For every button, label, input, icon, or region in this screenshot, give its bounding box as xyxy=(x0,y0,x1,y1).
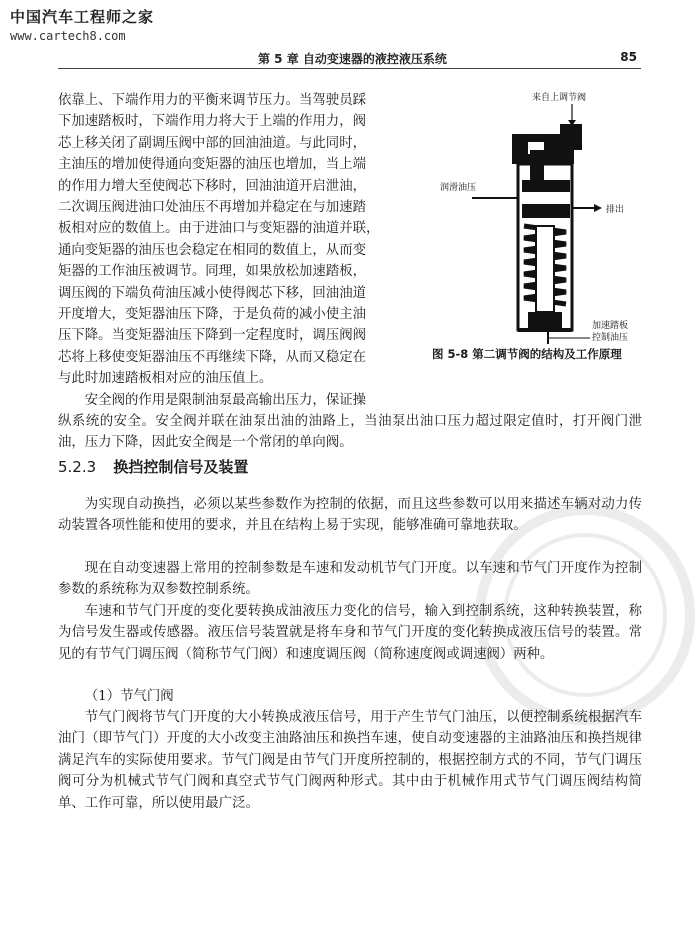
sub-heading-throttle-valve: （1）节气门阀 xyxy=(84,689,174,704)
paragraph-1 xyxy=(58,90,412,390)
label-pedal-2: 控制油压 xyxy=(592,333,629,343)
section-heading xyxy=(58,456,248,477)
text-line: 芯上移关闭了副调压阀中部的回油油道。与此同时， xyxy=(58,135,366,151)
spring-guide xyxy=(536,226,554,312)
text-line: 下加速踏板时，下端作用力将大于上端的作用力，阀 xyxy=(58,114,366,130)
paragraph-5: 车速和节气门开度的变化要转换成油液压力变化的信号，输入到控制系统，这种转换装置，称为信号发生器或传感器。液压信号装置就是将车身和节气门开度的变化转换成液压信号的装置。常见的有节气门调压阀（简称节气门阀）和速度调压阀（简称速度阀或调速阀）两种。 xyxy=(58,604,642,662)
text-line: 矩器的工作油压被调节。同理，如果放松加速踏板， xyxy=(58,264,366,280)
text-line: 芯将上移使变矩器油压不再继续下降，从而又稳定在 xyxy=(58,349,366,365)
paragraph-4: 现在自动变速器上常用的控制参数是车速和发动机节气门开度。以车速和节气门开度作为控制参数的系统称为双参数控制系统。 xyxy=(58,561,642,598)
figure-caption: 图 5-8 第二调节阀的结构及工作原理 xyxy=(432,347,622,361)
label-exhaust: 排出 xyxy=(606,205,625,215)
running-head: 第 5 章 自动变速器的液控液压系统 xyxy=(258,52,447,66)
text-line: 通向变矩器的油压也会稳定在相同的数值上，从而变 xyxy=(58,242,366,258)
paragraph-6: 节气门阀将节气门开度的大小转换成液压信号，用于产生节气门油压，以便控制系统根据汽车油门（即节气门）开度的大小改变主油路油压和换挡车速，使自动变速器的主油路油压和换挡规律满足汽车的实际使用要求。节气门阀是由节气门开度所控制的，根据控制方式的不同，节气门调压阀可分为机械式节气门阀和真空式节气门阀两种形式。其中由于机械作用式节气门调压阀结构简单、工作可靠，所以使用最广泛。 xyxy=(58,710,642,811)
paragraph-3: 为实现自动换挡，必须以某些参数作为控制的依据，而且这些参数可以用来描述车辆对动力传动装置各项性能和使用的要求，并且在结构上易于实现，能够准确可靠地获取。 xyxy=(58,497,642,534)
text-line: 主油压的增加使得通向变矩器的油压也增加，当上端 xyxy=(58,157,366,173)
header-rule xyxy=(58,68,641,69)
text-line: 依靠上、下端作用力的平衡来调节压力。当驾驶员踩 xyxy=(58,93,366,108)
figure-5-8 xyxy=(432,86,642,348)
site-url: www.cartech8.com xyxy=(10,29,126,43)
text-line: 二次调压阀进油口处油压不再增加并稳定在与加速踏 xyxy=(58,200,366,216)
label-lube-pressure: 润滑油压 xyxy=(440,183,477,193)
text-line: 与此时加速踏板相对应的油压值上。 xyxy=(58,371,273,387)
exhaust-arrowhead xyxy=(594,204,602,212)
text-line: 的作用力增大至使阀芯下移时，回油油道开启泄油， xyxy=(58,178,366,194)
section-number: 5.2.3 xyxy=(58,458,97,476)
valve-diagram xyxy=(432,86,642,348)
label-pedal-1: 加速踏板 xyxy=(592,321,629,331)
text-line: 调压阀的下端负荷油压减小使得阀芯下移，回油油道 xyxy=(58,285,366,301)
spool-land-1 xyxy=(522,180,570,192)
page-number: 85 xyxy=(620,50,637,64)
text-line: 压下降。当变矩器油压下降到一定程度时，调压阀阀 xyxy=(58,328,366,344)
spool-stem xyxy=(530,150,544,180)
bottom-plug xyxy=(528,312,562,328)
paragraph-2-first: 安全阀的作用是限制油泵最高输出压力，保证操 xyxy=(84,393,366,408)
spool-land-2 xyxy=(522,204,570,218)
text-line: 开度增大，变矩器油压下降，于是负荷的减小使主油 xyxy=(58,307,366,323)
section-title: 换挡控制信号及装置 xyxy=(113,458,249,476)
label-from-upper-valve: 来自上调节阀 xyxy=(532,93,587,103)
site-logo-text: 中国汽车工程师之家 xyxy=(10,8,155,26)
watermark-stamp xyxy=(470,500,699,730)
text-line: 板相对应的数值上。由于进油口与变矩器的油道并联， xyxy=(58,221,380,237)
paragraph-2-rest: 纵系统的安全。安全阀并联在油泵出油的油路上，当油泵出油口压力超过限定值时，打开阀门泄油，压力下降，因此安全阀是一个常闭的单向阀。 xyxy=(58,414,642,451)
